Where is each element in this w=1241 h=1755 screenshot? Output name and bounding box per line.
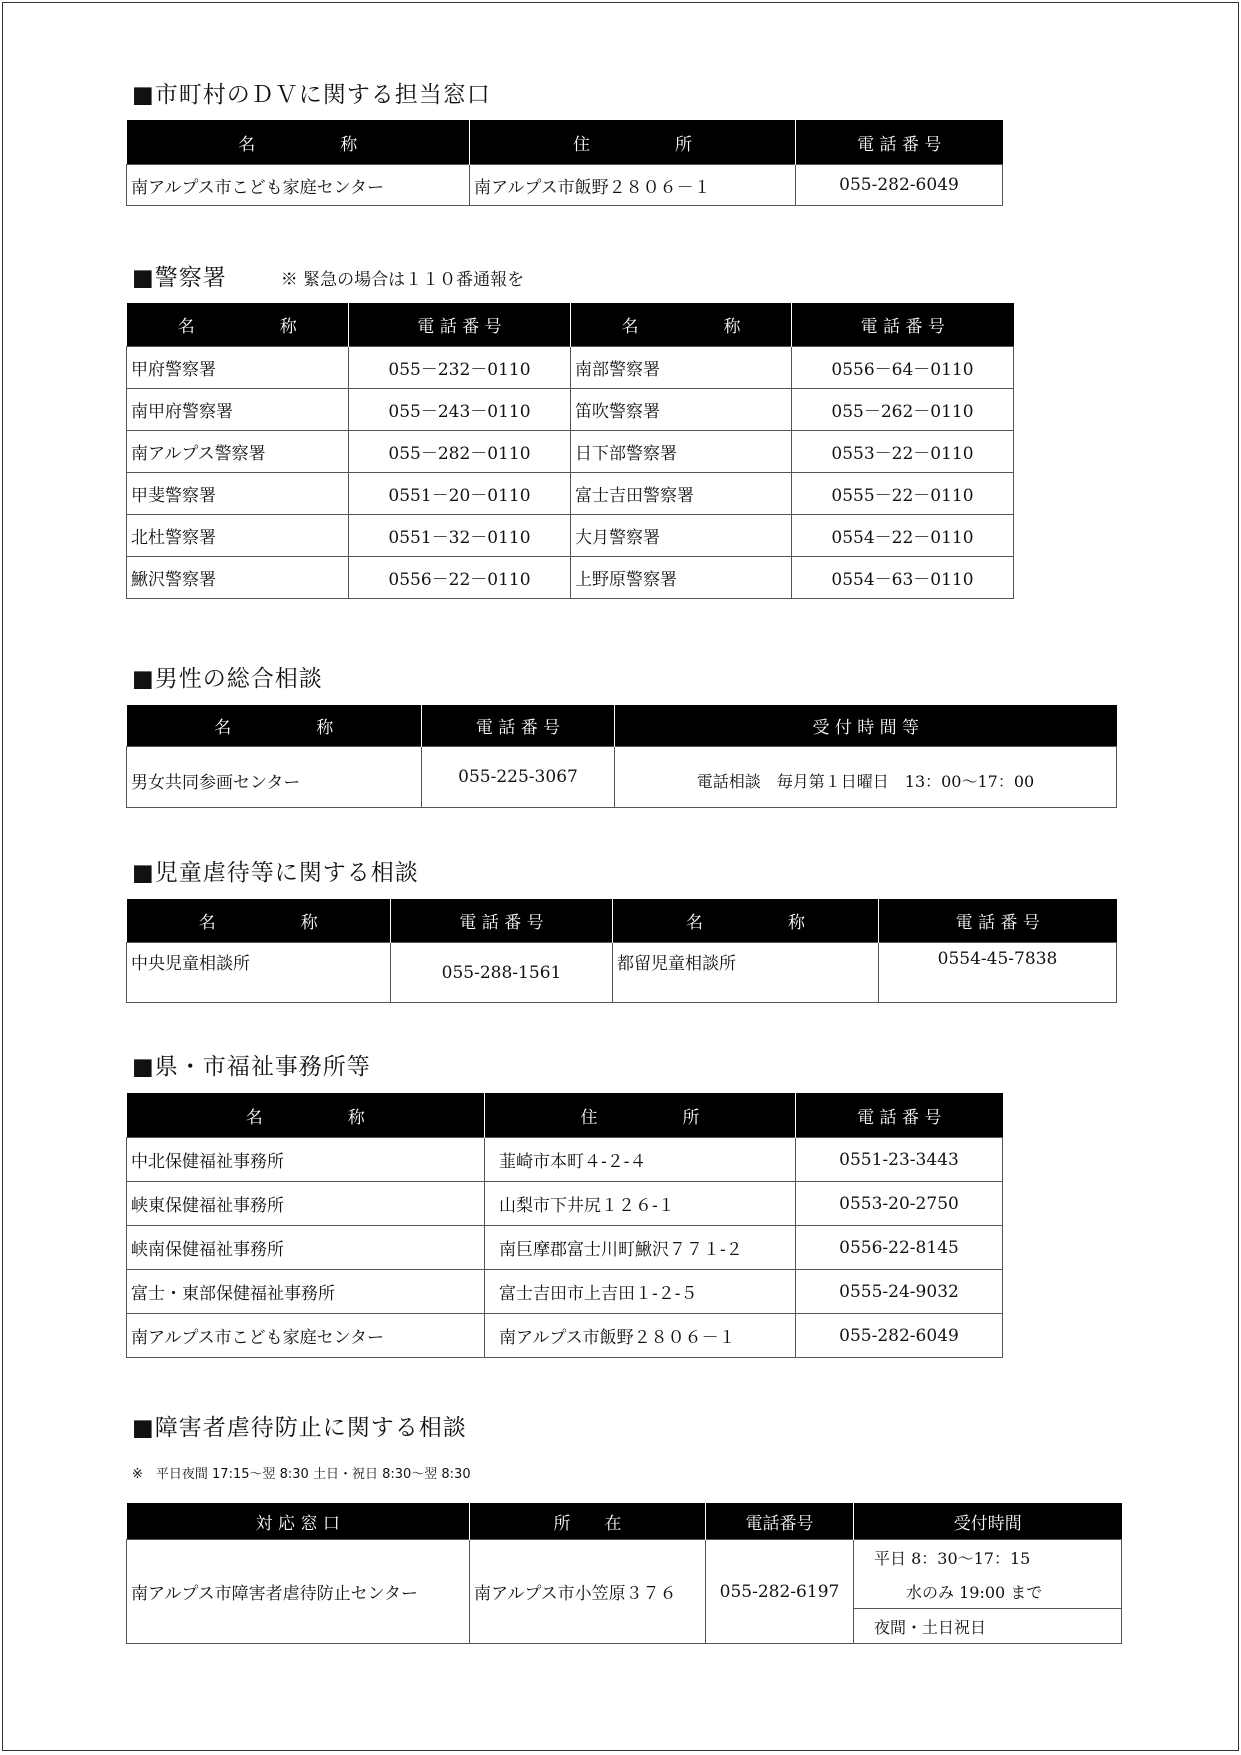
header-phone-2: 電 話 番 号 [879,899,1117,943]
cell-name: 鰍沢警察署 [127,557,349,599]
header-phone: 電 話 番 号 [796,1093,1003,1138]
cell-phone: 055－282－0110 [349,431,571,473]
cell-name-2: 大月警察署 [571,515,792,557]
cell-phone: 0556-22-8145 [796,1226,1003,1270]
table-row [127,1270,1003,1314]
cell-phone-2: 0554-45-7838 [879,943,1117,1003]
cell-phone: 0556－22－0110 [349,557,571,599]
table-row [127,943,1117,1003]
table-row [127,1138,1003,1182]
police-table [126,303,1014,599]
cell-location: 南アルプス市小笠原３７６ [470,1540,706,1644]
cell-name-2: 日下部警察署 [571,431,792,473]
child-table [126,899,1117,1003]
section-title-welfare: ■県・市福祉事務所等 [132,1054,371,1080]
header-office: 対 応 窓 口 [127,1503,470,1540]
table-header [127,1503,1122,1540]
table-row [127,347,1014,389]
cell-phone: 0555-24-9032 [796,1270,1003,1314]
table-row [127,747,1117,808]
cell-name: 中北保健福祉事務所 [127,1138,485,1182]
cell-hours-wednesday: 水のみ 19:00 まで [854,1574,1122,1609]
table-header [127,120,1003,165]
cell-phone: 055-282-6049 [796,165,1003,206]
section-title-child: ■児童虐待等に関する相談 [132,860,419,886]
cell-name-2: 富士吉田警察署 [571,473,792,515]
table-header [127,899,1117,943]
table-row [127,515,1014,557]
cell-phone: 055-282-6049 [796,1314,1003,1358]
table-row [127,1182,1003,1226]
table-row [127,1540,1122,1575]
cell-phone: 055-225-3067 [422,747,615,808]
header-address: 住 所 [485,1093,796,1138]
header-phone-2: 電 話 番 号 [792,303,1014,347]
section-title-men: ■男性の総合相談 [132,666,323,692]
table-row [127,165,1003,206]
table-header [127,705,1117,747]
cell-address: 富士吉田市上吉田１-２-５ [485,1270,796,1314]
section-title-police [132,259,524,292]
header-location: 所 在 [470,1503,706,1540]
disability-note: ※ 平日夜間 17:15～翌 8:30 土日・祝日 8:30～翌 8:30 [132,1467,471,1482]
cell-phone: 055-282-6197 [706,1540,854,1644]
table-header [127,1093,1003,1138]
cell-name: 北杜警察署 [127,515,349,557]
cell-name: 南アルプス市こども家庭センター [127,165,470,206]
cell-phone: 0553-20-2750 [796,1182,1003,1226]
header-phone: 電 話 番 号 [349,303,571,347]
cell-name: 峡東保健福祉事務所 [127,1182,485,1226]
cell-name: 南甲府警察署 [127,389,349,431]
table-header [127,303,1014,347]
cell-name-2: 都留児童相談所 [613,943,879,1003]
disability-table [126,1503,1122,1644]
header-phone: 電 話 番 号 [391,899,613,943]
cell-name: 男女共同参画センター [127,747,422,808]
cell-phone-2: 0553－22－0110 [792,431,1014,473]
cell-phone-2: 055－262－0110 [792,389,1014,431]
header-name-2: 名 称 [613,899,879,943]
cell-address: 山梨市下井尻１２６-１ [485,1182,796,1226]
header-name: 名 称 [127,120,470,165]
cell-address: 韮崎市本町４-２-４ [485,1138,796,1182]
police-title-text: ■警察署 [132,265,227,291]
cell-address: 南巨摩郡富士川町鰍沢７７１-２ [485,1226,796,1270]
cell-name: 峡南保健福祉事務所 [127,1226,485,1270]
header-hours: 受付時間 [854,1503,1122,1540]
cell-phone: 0551－32－0110 [349,515,571,557]
dv-table [126,120,1003,206]
cell-phone: 0551－20－0110 [349,473,571,515]
header-phone: 電 話 番 号 [796,120,1003,165]
cell-phone-2: 0556－64－0110 [792,347,1014,389]
cell-office-name: 南アルプス市障害者虐待防止センター [127,1540,470,1644]
cell-name: 中央児童相談所 [127,943,391,1003]
welfare-table [126,1093,1003,1358]
header-name: 名 称 [127,303,349,347]
table-row [127,557,1014,599]
cell-name: 南アルプス警察署 [127,431,349,473]
header-phone: 電話番号 [706,1503,854,1540]
table-row [127,431,1014,473]
header-name: 名 称 [127,1093,485,1138]
header-name: 名 称 [127,899,391,943]
header-name-2: 名 称 [571,303,792,347]
cell-phone: 055－232－0110 [349,347,571,389]
section-title-dv: ■市町村のＤＶに関する担当窓口 [132,82,491,108]
header-phone: 電 話 番 号 [422,705,615,747]
cell-phone-2: 0555－22－0110 [792,473,1014,515]
men-table [126,705,1117,808]
cell-phone: 055-288-1561 [391,943,613,1003]
cell-name: 甲府警察署 [127,347,349,389]
cell-hours-night-holiday: 夜間・土日祝日 [854,1609,1122,1644]
cell-name: 甲斐警察署 [127,473,349,515]
table-row [127,1226,1003,1270]
cell-name-2: 南部警察署 [571,347,792,389]
section-title-disability: ■障害者虐待防止に関する相談 [132,1415,467,1441]
header-hours: 受 付 時 間 等 [615,705,1117,747]
cell-address: 南アルプス市飯野２８０６－１ [470,165,796,206]
cell-address: 南アルプス市飯野２８０６－１ [485,1314,796,1358]
cell-phone-2: 0554－63－0110 [792,557,1014,599]
table-row [127,1314,1003,1358]
cell-name-2: 上野原警察署 [571,557,792,599]
police-note: ※ 緊急の場合は１１０番通報を [280,270,525,290]
cell-phone-2: 0554－22－0110 [792,515,1014,557]
table-row [127,473,1014,515]
header-name: 名 称 [127,705,422,747]
cell-name-2: 笛吹警察署 [571,389,792,431]
cell-name: 富士・東部保健福祉事務所 [127,1270,485,1314]
cell-name: 南アルプス市こども家庭センター [127,1314,485,1358]
table-row [127,389,1014,431]
cell-phone: 055－243－0110 [349,389,571,431]
cell-hours: 電話相談 毎月第１日曜日 13：00～17：00 [615,747,1117,808]
cell-phone: 0551-23-3443 [796,1138,1003,1182]
header-address: 住 所 [470,120,796,165]
cell-hours-weekday: 平日 8：30～17：15 [854,1540,1122,1575]
